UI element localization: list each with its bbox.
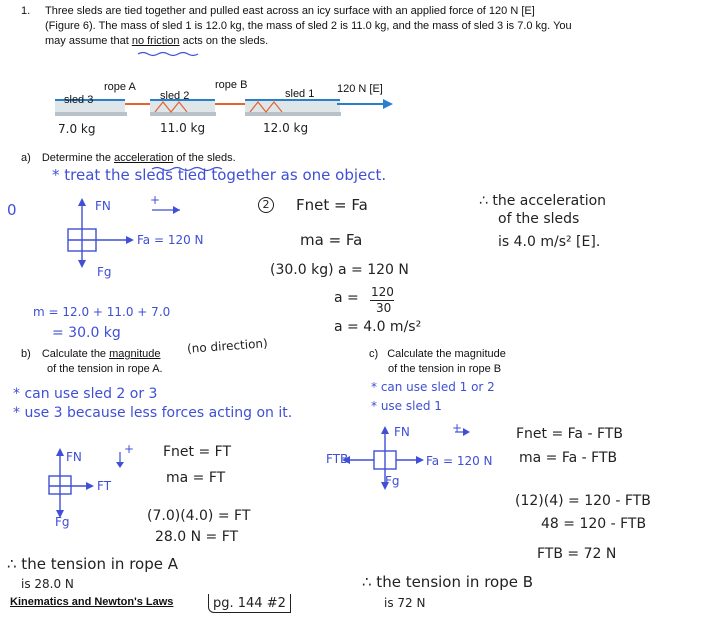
part-a-eq-4-lhs: a = [334,290,359,306]
part-b-eq-4: 28.0 N = FT [155,529,239,545]
squiggle-mark [138,51,198,57]
problem-number: 1. [21,5,31,17]
part-a-note: * treat the sleds tied together as one object. [52,166,387,184]
part-a-eq-4-num: 120 [371,285,394,299]
part-c-eq-2: ma = Fa - FTB [519,450,618,466]
part-c-conclusion-1: ∴ the tension in rope B [362,573,534,591]
fbd-a-fa-label: Fa = 120 N [137,233,204,247]
fbd-c-fa-label: Fa = 120 N [426,454,493,468]
part-a-eq-1: Fnet = Fa [296,196,368,214]
part-c-prompt: c) Calculate the magnitude [369,348,506,360]
part-b-note-2: * use 3 because less forces acting on it. [13,405,293,421]
part-b-prompt: b) Calculate the magnitude [21,348,161,360]
fbd-c-fn-label: FN [394,425,410,439]
part-a-eq-3: (30.0 kg) a = 120 N [270,262,409,278]
sled-3-label: sled 3 [64,94,94,106]
step-marker-0: 0 [7,201,17,219]
part-c-note-1: * can use sled 1 or 2 [371,380,495,394]
sled-1-label: sled 1 [285,88,315,100]
statement-line-1: Three sleds are tied together and pulled east across an icy surface with an applied force of 120 N [E] [45,5,535,17]
part-b-eq-1: Fnet = FT [163,444,232,460]
part-b-conclusion-2: is 28.0 N [21,577,74,591]
part-b-eq-2: ma = FT [166,470,226,486]
rope-b-label: rope B [215,79,248,91]
part-a-mass-sum: m = 12.0 + 11.0 + 7.0 [33,305,171,319]
part-a-prompt: a) Determine the acceleration of the sleds. [21,152,236,164]
part-b-eq-3: (7.0)(4.0) = FT [147,508,251,524]
problem-statement [21,4,711,49]
part-c-prompt-line-2: of the tension in rope B [388,363,502,375]
statement-line-2: (Figure 6). The mass of sled 1 is 12.0 kg, the mass of sled 2 is 11.0 kg, and the mass of sled 3 is 7.0 kg. You [45,20,572,32]
part-c-conclusion-2: is 72 N [384,596,426,610]
fbd-b-fn-label: FN [66,450,82,464]
fbd-c-fg-label: Fg [385,474,400,488]
fbd-a-fg-label: Fg [97,265,112,279]
fbd-a-fn-label: FN [95,199,111,213]
part-a-conclusion-3: is 4.0 m/s² [E]. [498,234,601,250]
part-b-prompt-line-2: of the tension in rope A. [47,363,163,375]
sled-figure [55,70,395,140]
fbd-c-plus: + [452,421,463,435]
part-c-eq-3: (12)(4) = 120 - FTB [515,493,651,509]
fbd-b-plus: + [124,442,135,456]
rope-a-label: rope A [104,81,136,93]
part-a-eq-4-den: 30 [376,301,392,315]
fbd-b-fg-label: Fg [55,515,70,529]
fbd-c-ftb-label: FTB [326,452,349,466]
step-marker-2: 2 [258,197,274,213]
fbd-b-ft-label: FT [97,479,112,493]
part-c-note-2: * use sled 1 [371,399,442,413]
mass-1-label: 12.0 kg [263,121,309,135]
footer-reference: pg. 144 #2 [208,594,291,613]
fbd-a-plus: + [150,193,161,207]
statement-line-3: may assume that no friction acts on the sleds. [45,35,269,47]
footer-title: Kinematics and Newton's Laws [10,596,174,608]
part-b-conclusion-1: ∴ the tension in rope A [7,555,178,573]
part-a-conclusion-1: ∴ the acceleration [479,193,607,209]
part-a-eq-2: ma = Fa [300,231,363,249]
part-a-mass-total: = 30.0 kg [52,325,121,341]
no-friction-text: no friction [131,35,180,47]
fbd-b-diagram [46,446,146,526]
mass-2-label: 11.0 kg [160,121,206,135]
part-b-note-1: * can use sled 2 or 3 [13,386,158,402]
part-c-eq-1: Fnet = Fa - FTB [516,426,623,442]
force-label: 120 N [E] [337,83,383,95]
part-c-eq-4: 48 = 120 - FTB [541,516,647,532]
part-b-aside: (no direction) [186,336,269,356]
part-a-eq-5: a = 4.0 m/s² [334,319,422,335]
sled-2-label: sled 2 [160,90,190,102]
mass-3-label: 7.0 kg [58,122,96,136]
part-a-conclusion-2: of the sleds [498,211,580,227]
part-c-eq-5: FTB = 72 N [537,546,617,562]
sled-1-body [245,100,340,112]
